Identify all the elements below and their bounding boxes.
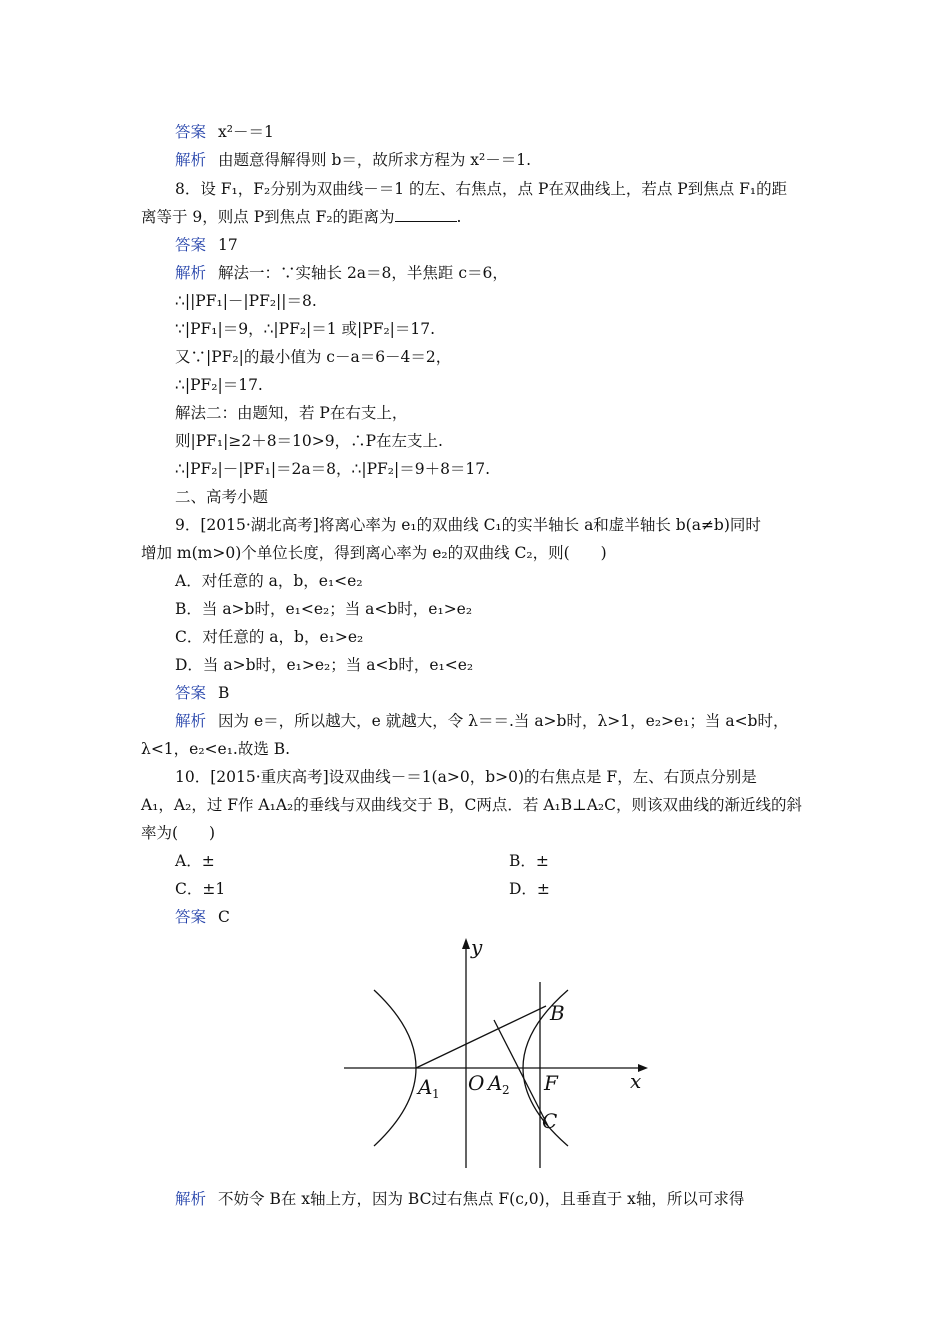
solution-line: 又∵|PF₂|的最小值为 c－a＝6－4＝2， xyxy=(175,348,452,366)
label-f: F xyxy=(544,1071,558,1095)
question-10-line-2: A₁，A₂，过 F作 A₁A₂的垂线与双曲线交于 B，C两点．若 A₁B⊥A₂C，则该双曲线的渐近线的斜 xyxy=(141,796,802,814)
answer-blank xyxy=(395,207,457,222)
hyperbola-figure xyxy=(326,928,660,1174)
analysis-line-8 xyxy=(175,263,508,283)
analysis-text: 不妨令 B在 x轴上方，因为 BC过右焦点 F(c,0)，且垂直于 x轴，所以可求得 xyxy=(218,1190,745,1208)
analysis-label: 解析 xyxy=(175,264,207,282)
answer-text: x²－＝1 xyxy=(218,123,274,141)
answer-text: C xyxy=(218,908,230,926)
question-10-line-1: 10．[2015·重庆高考]设双曲线－＝1(a>0，b>0)的右焦点是 F，左、右顶点分别是 xyxy=(175,768,757,786)
answer-label: 答案 xyxy=(175,236,207,254)
label-a2: A xyxy=(488,1071,503,1095)
label-a1-sub: 1 xyxy=(432,1087,440,1101)
solution-line: ∵|PF₁|＝9，∴|PF₂|＝1 或|PF₂|＝17. xyxy=(175,320,436,338)
question-8-line-1: 8．设 F₁，F₂分别为双曲线－＝1 的左、右焦点，点 P在双曲线上，若点 P到焦点 F₁的距 xyxy=(175,180,788,198)
answer-text: 17 xyxy=(218,236,238,254)
analysis-line-10 xyxy=(175,1189,744,1209)
option-a: A．对任意的 a，b，e₁<e₂ xyxy=(175,572,363,590)
label-a1: A xyxy=(418,1075,433,1099)
analysis-label: 解析 xyxy=(175,151,207,169)
question-8-end: . xyxy=(456,208,462,226)
question-8-line-2 xyxy=(141,207,461,227)
question-10-line-3: 率为( ) xyxy=(141,824,216,842)
analysis-text: 解法一：∵实轴长 2a＝8，半焦距 c＝6， xyxy=(218,264,508,282)
answer-label: 答案 xyxy=(175,908,207,926)
answer-label: 答案 xyxy=(175,123,207,141)
section-heading: 二、高考小题 xyxy=(175,488,269,506)
answer-line-8 xyxy=(175,235,238,255)
question-9-line-1: 9．[2015·湖北高考]将离心率为 e₁的双曲线 C₁的实半轴长 a和虚半轴长 b(a≠b)同时 xyxy=(175,516,761,534)
label-b: B xyxy=(550,1001,565,1025)
option-d: D．± xyxy=(509,880,550,898)
analysis-label: 解析 xyxy=(175,712,207,730)
label-a2-sub: 2 xyxy=(502,1083,510,1097)
label-c: C xyxy=(542,1109,558,1133)
question-9-line-2: 增加 m(m>0)个单位长度，得到离心率为 e₂的双曲线 C₂，则( ) xyxy=(141,544,607,562)
solution-line: ∴|PF₂|－|PF₁|＝2a＝8，∴|PF₂|＝9＋8＝17. xyxy=(175,460,491,478)
answer-line-10 xyxy=(175,907,230,927)
analysis-text: 因为 e＝，所以越大，e 就越大，令 λ＝＝.当 a>b时，λ>1，e₂>e₁；当 a<b时， xyxy=(218,712,789,730)
label-o: O xyxy=(468,1071,485,1095)
label-x: x xyxy=(630,1069,642,1093)
answer-text: B xyxy=(218,684,230,702)
answer-line-7 xyxy=(175,122,274,142)
analysis-line-9 xyxy=(175,711,788,731)
option-b: B．± xyxy=(509,852,549,870)
analysis-line-7 xyxy=(175,150,531,170)
option-c: C．±1 xyxy=(175,880,226,898)
solution-line: ∴|PF₂|＝17. xyxy=(175,376,263,394)
answer-label: 答案 xyxy=(175,684,207,702)
analysis-label: 解析 xyxy=(175,1190,207,1208)
solution-line: ∴||PF₁|－|PF₂||＝8. xyxy=(175,292,317,310)
analysis-text: 由题意得解得则 b＝，故所求方程为 x²－＝1. xyxy=(218,151,532,169)
solution-line: λ<1，e₂<e₁.故选 B. xyxy=(141,740,291,758)
option-a: A．± xyxy=(175,852,215,870)
label-y: y xyxy=(471,935,483,959)
solution-line: 解法二：由题知，若 P在右支上， xyxy=(175,404,408,422)
answer-line-9 xyxy=(175,683,229,703)
option-c: C．对任意的 a，b，e₁>e₂ xyxy=(175,628,364,646)
option-d: D．当 a>b时，e₁>e₂；当 a<b时，e₁<e₂ xyxy=(175,656,474,674)
question-8-text: 离等于 9，则点 P到焦点 F₂的距离为 xyxy=(141,208,395,226)
figure-background xyxy=(326,928,660,1174)
solution-line: 则|PF₁|≥2＋8＝10>9，∴P在左支上. xyxy=(175,432,443,450)
option-b: B．当 a>b时，e₁<e₂；当 a<b时，e₁>e₂ xyxy=(175,600,473,618)
